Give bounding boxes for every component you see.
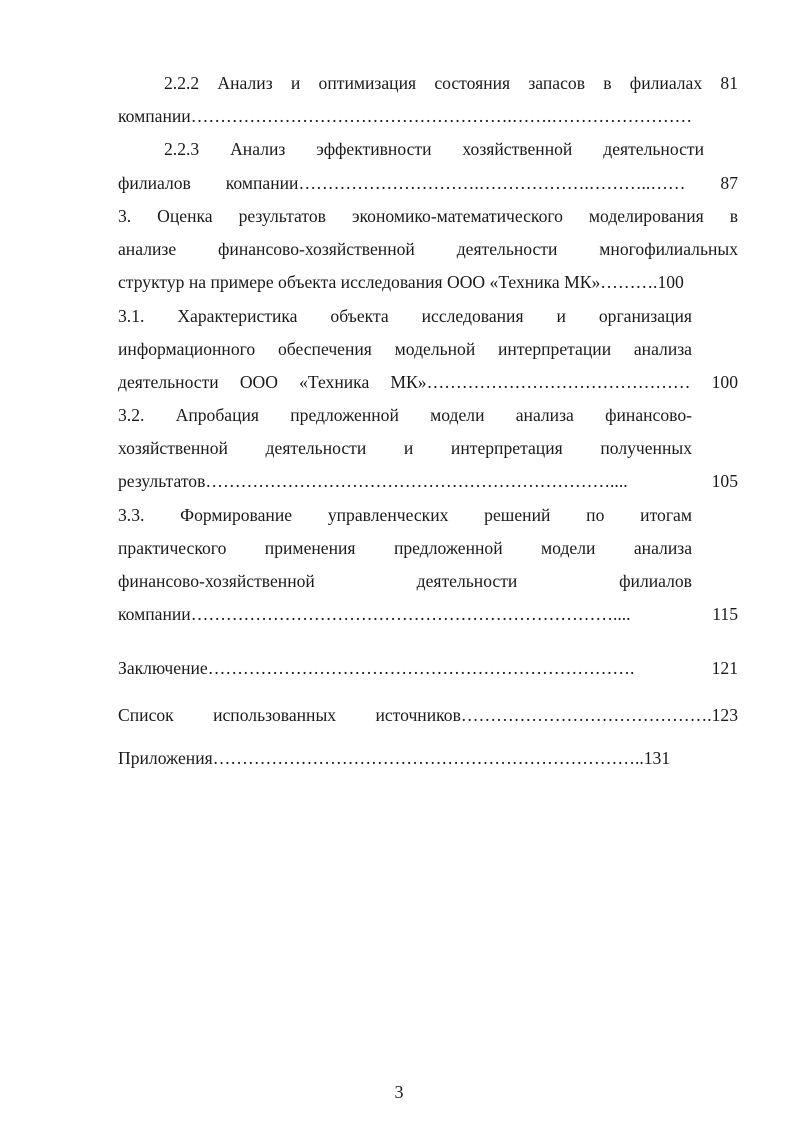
toc-entry-2-2-3-line-1: 2.2.3 Анализ эффективности хозяйственной деятельности [164,139,704,159]
toc-entry-3-1-line-2: информационного обеспечения модельной интерпретации анализа [118,339,692,359]
toc-entry-3-3-line-3: финансово-хозяйственной деятельности филиалов [118,571,692,591]
toc-entry-3-3-line-2: практического применения предложенной модели анализа [118,538,692,558]
toc-entry-3-line-3: структур на примере объекта исследования ООО «Техника МК»……….100 [118,272,684,292]
toc-entry-3-2-line-2: хозяйственной деятельности и интерпретация полученных [118,438,692,458]
toc-entry-2-2-2-line-1: 2.2.2 Анализ и оптимизация состояния запасов в филиалах 81 [164,73,738,93]
toc-entry-3-1-line-1: 3.1. Характеристика объекта исследования и организация [118,306,692,326]
toc-entry-3-2-line-1: 3.2. Апробация предложенной модели анализа финансово- [118,405,692,425]
toc-entry-3-3-line-4: компании……………………………………………………………….... 115 [118,604,738,624]
toc-entry-appendix: Приложения………………………………………………………………..131 [118,748,671,768]
toc-entry-3-line-2: анализе финансово-хозяйственной деятельности многофилиальных [118,239,738,259]
toc-entry-2-2-3-line-2: филиалов компании………………………….……………….………..…… 87 [118,173,738,193]
toc-entry-conclusion: Заключение………………………………………………………………. 121 [118,658,738,678]
toc-entry-3-3-line-1: 3.3. Формирование управленческих решений по итогам [118,505,692,525]
toc-entry-3-line-1: 3. Оценка результатов экономико-математического моделирования в [118,206,738,226]
toc-entry-3-1-line-3: деятельности ООО «Техника МК»……………………………………… 100 [118,372,738,392]
toc-entry-sources: Список использованных источников…………………………………….123 [118,705,738,725]
toc-entry-2-2-2-line-2: компании……………………………………………….…….…………………… [118,106,693,126]
page-number: 3 [394,1082,404,1102]
toc-entry-3-2-line-3: результатов…………………………………………………………….... 105 [118,471,738,491]
